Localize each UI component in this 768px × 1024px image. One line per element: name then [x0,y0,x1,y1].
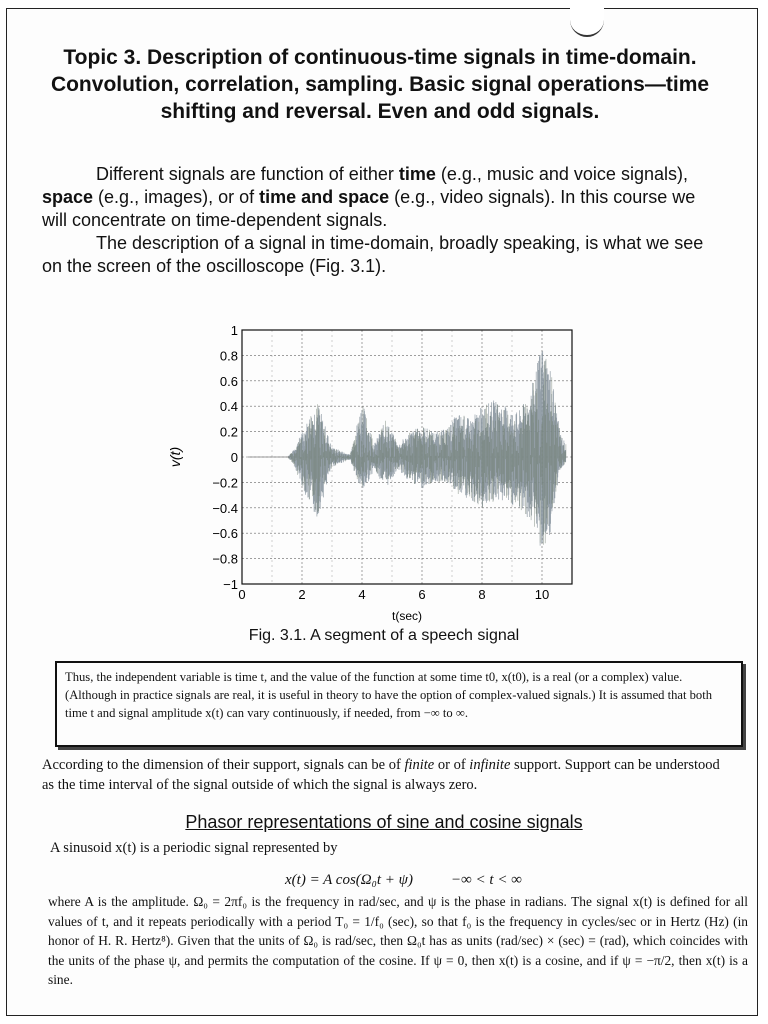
equation-formula: x(t) = A cos(Ω₀t + ψ) [285,872,413,888]
intro-p1-a: Different signals are function of either [96,164,399,184]
page-title [40,44,720,125]
punch-hole [570,7,604,37]
title-text: Description of continuous-time signals in time-domain. Convolution, correlation, sampling. Basic signal operations—time shifting and reversal. Even and odd signals. [50,46,710,123]
sinusoid-explanation [48,892,748,990]
support-finite: finite [404,757,435,773]
intro-p1-e: (e.g., images), or of [93,187,260,207]
x-tick-label: 8 [478,587,486,602]
y-tick-label: 0.2 [219,424,238,440]
y-tick-label: 0.6 [219,373,238,389]
waveform-trace [289,351,566,545]
x-tick-label: 10 [534,587,550,602]
sinusoid-intro: A sinusoid x(t) is a periodic signal represented by [50,840,338,856]
support-c: or of [434,757,470,773]
x-tick-label: 6 [418,587,426,602]
support-a: According to the dimension of their support, signals can be of [42,757,405,773]
intro-text [42,163,722,278]
intro-paragraph-2: The description of a signal in time-domain, broadly speaking, is what we see on the screen of the oscilloscope (Fig. 3.1). [42,233,704,276]
y-tick-label: −0.2 [212,475,238,491]
sinusoid-explanation-text: where A is the amplitude. Ω₀ = 2πf₀ is the frequency in rad/sec, and ψ is the phase in radians. The signal x(t) is defined for all values of t, and it repeats periodically with a period T₀ = 1/f₀ (sec), so that f₀ is the frequency in cycles/sec or in Hertz (Hz) (in honor of H. R. Hertz⁸). Given that the units of Ω₀ is rad/sec, then Ω₀t has as units (rad/sec) × (sec) = (rad), which coincides with the units of the phase ψ, and permits the computation of the cosine. If ψ = 0, then x(t) is a cosine, and if ψ = −π/2, then x(t) is a sine. [48,894,748,987]
y-tick-label: 0 [230,450,238,465]
sinusoid-equation [285,872,522,889]
y-tick-label: −0.4 [212,500,238,516]
support-infinite: infinite [469,757,511,773]
y-tick-label: 0.8 [219,348,238,364]
intro-p1-time-and-space: time and space [259,187,390,207]
chart-svg [160,318,600,633]
section-heading: Phasor representations of sine and cosine signals [185,812,583,832]
y-axis-label: v(t) [167,446,183,468]
equation-range: −∞ < t < ∞ [450,872,522,888]
y-tick-label: −0.6 [212,526,238,542]
intro-paragraph-1 [42,163,722,232]
support-paragraph [42,755,732,795]
x-tick-label: 0 [238,587,246,602]
x-tick-label: 4 [358,587,366,602]
speech-signal-chart [160,318,600,633]
intro-p1-time: time [398,164,436,184]
y-tick-label: −1 [223,577,238,592]
intro-p1-g: (e.g., video signals). In this course we will concentrate on time-dependent signals. [42,187,696,230]
y-tick-label: 0.4 [219,399,238,415]
support-e: support. Support can be understood as the time interval of the signal outside of which the signal is always zero. [42,757,720,793]
x-tick-labels [238,587,549,602]
y-tick-label: −0.8 [212,551,238,567]
intro-p1-c: (e.g., music and voice signals), [435,164,688,184]
figure-caption: Fig. 3.1. A segment of a speech signal [248,627,520,644]
definition-box-text: Thus, the independent variable is time t, and the value of the function at some time t0, x(t0), is a real (or a complex) value. (Although in practice signals are real, it is useful in theory to have the option of complex-valued signals.) It is assumed that both time t and signal amplitude x(t) can vary continuously, if needed, from −∞ to ∞. [65,670,713,720]
y-tick-labels [212,323,238,592]
intro-p1-space: space [42,187,94,207]
topic-number: Topic 3. [63,46,142,69]
x-axis-label: t(sec) [392,609,422,623]
definition-box [55,661,743,747]
chart-waveform [248,351,566,545]
x-tick-label: 2 [298,587,306,602]
y-tick-label: 1 [230,323,238,338]
